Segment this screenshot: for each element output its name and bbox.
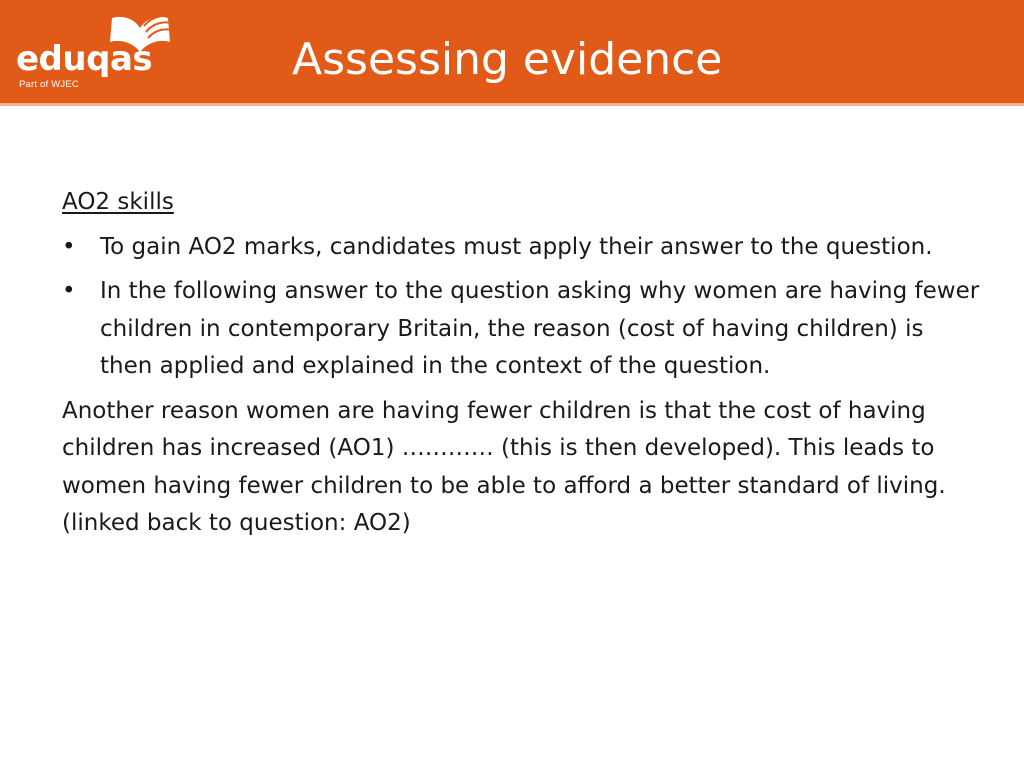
bullet-item: [62, 273, 982, 386]
slide-body: [62, 184, 982, 543]
header-divider: [0, 103, 1024, 106]
header-bar: [0, 0, 1024, 103]
bullet-item: [62, 229, 982, 267]
example-answer-paragraph: Another reason women are having fewer children is that the cost of having children has increased (AO1) ………… (this is then developed). This leads to women having fewer children to be able to afford a better standard of living. (linked back to question: AO2): [62, 397, 946, 536]
logo-wordmark: eduqas: [16, 39, 153, 79]
bullet-dot: •: [62, 233, 76, 260]
bullet-text: To gain AO2 marks, candidates must apply their answer to the question.: [100, 233, 933, 260]
slide-title: Assessing evidence: [292, 34, 723, 85]
bullet-text: In the following answer to the question asking why women are having fewer children in contemporary Britain, the reason (cost of having children) is then applied and explained in the context of the question.: [100, 278, 980, 379]
eduqas-logo: [16, 12, 166, 92]
logo-subtext: Part of WJEC: [19, 79, 79, 90]
section-heading: AO2 skills: [62, 189, 174, 215]
bullet-dot: •: [62, 278, 76, 304]
